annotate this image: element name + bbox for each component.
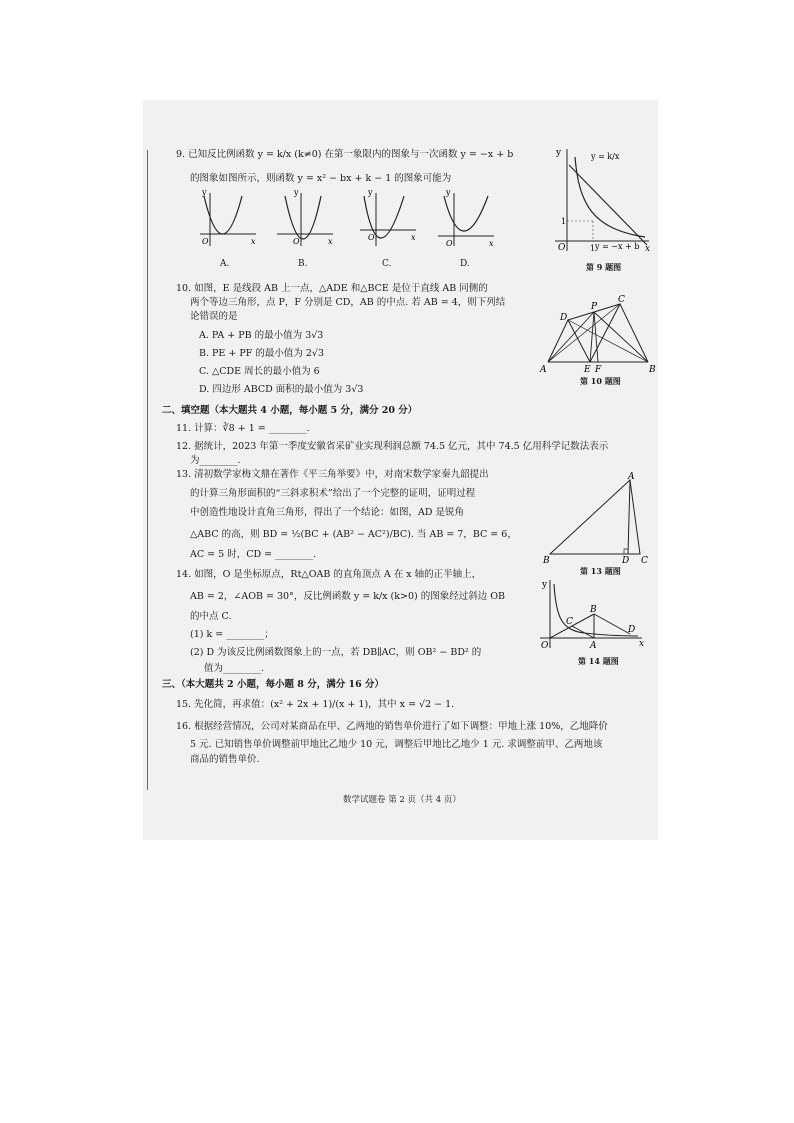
origin-label: O [368, 233, 375, 242]
section-3-heading: 三、（本大题共 2 小题，每小题 8 分，满分 16 分） [162, 679, 385, 690]
fig9-one-y: 1 [561, 217, 567, 226]
question-10-line-2: 两个等边三角形，点 P，F 分别是 CD，AB 的中点. 若 AB = 4，则下列结 [190, 297, 506, 308]
x-axis-label: x [411, 233, 416, 242]
y-axis-label: y [294, 188, 299, 197]
question-12-line-1: 12. 据统计，2023 年第一季度安徽省采矿业实现利润总额 74.5 亿元，其中 74.5 亿用科学记数法表示 [176, 441, 609, 452]
question-9-line-2: 的图象如图所示，则函数 y = x² − bx + k − 1 的图象可能为 [190, 173, 452, 184]
question-10-option-a: A. PA + PB 的最小值为 3√3 [199, 330, 324, 341]
question-14-line-2: AB = 2，∠AOB = 30°，反比例函数 y = k/x (k>0) 的图象经过斜边 OB [190, 591, 506, 602]
fig9-y-label: y [556, 148, 562, 158]
question-16-line-1: 16. 根据经营情况，公司对某商品在甲、乙两地的销售单价进行了如下调整：甲地上涨 10%，乙地降价 [176, 721, 608, 732]
page-footer: 数学试题卷 第 2 页（共 4 页） [343, 795, 461, 805]
point-a: A [590, 641, 597, 651]
x-axis-label: x [489, 239, 494, 248]
figure-13 [540, 472, 650, 564]
question-16-line-2: 5 元. 已知销售单价调整前甲地比乙地少 10 元，调整后甲地比乙地少 1 元. 求调整前甲、乙两地该 [190, 739, 603, 750]
question-13-line-3: 中创造性地设计直角三角形，得出了一个结论：如图，AD 是锐角 [190, 507, 464, 518]
question-9-line-1: 9. 已知反比例函数 y = k/x (k≠0) 在第一象限内的图象与一次函数 y = −x + b [176, 149, 514, 160]
x-axis-label: x [251, 237, 256, 246]
binding-margin-line [147, 150, 148, 790]
x-axis-label: x [328, 237, 333, 246]
question-12-line-2: 为________. [190, 455, 241, 466]
point-f: F [595, 365, 602, 375]
fig9-origin: O [558, 243, 566, 253]
figure-9-caption: 第 9 题图 [586, 262, 622, 272]
figure-13-caption: 第 13 题图 [580, 566, 621, 576]
point-e: E [584, 365, 591, 375]
question-16-line-3: 商品的销售单价. [190, 754, 260, 765]
option-b-graph [275, 190, 335, 248]
point-p: P [591, 302, 598, 312]
section-2-heading: 二、填空题（本大题共 4 小题，每小题 5 分，满分 20 分） [162, 405, 418, 416]
fig9-line-label: y = −x + b [595, 242, 640, 251]
question-14-line-1: 14. 如图，O 是坐标原点，Rt△OAB 的直角顶点 A 在 x 轴的正半轴上， [176, 569, 482, 580]
origin-label: O [446, 239, 453, 248]
question-11: 11. 计算：∛8 + 1 = ________. [176, 423, 310, 434]
y-axis-label: y [446, 188, 451, 197]
point-d: D [628, 625, 636, 635]
option-a-graph [198, 190, 258, 248]
option-a-label: A. [220, 259, 230, 269]
fig14-y-label: y [542, 580, 548, 590]
question-10-line-1: 10. 如图，E 是线段 AB 上一点，△ADE 和△BCE 是位于直线 AB 同侧的 [176, 283, 488, 294]
figure-14 [538, 578, 646, 650]
question-10-option-b: B. PE + PF 的最小值为 2√3 [199, 348, 325, 359]
option-d-graph [436, 190, 496, 248]
option-b-label: B. [298, 259, 308, 269]
point-b: B [649, 365, 656, 375]
fig14-x-label: x [639, 639, 645, 649]
question-10-option-c: C. △CDE 周长的最小值为 6 [199, 366, 320, 377]
fig14-origin: O [541, 641, 549, 651]
point-d: D [622, 556, 630, 566]
question-13-line-4: △ABC 的高，则 BD = ½(BC + (AB² − AC²)/BC). 当 AB = 7，BC = 6， [190, 529, 517, 540]
fig9-x-label: x [645, 244, 651, 254]
question-10-line-3: 论错误的是 [190, 311, 238, 322]
figure-14-caption: 第 14 题图 [578, 656, 619, 666]
point-d: D [560, 313, 568, 323]
question-13-line-5: AC = 5 时，CD = ________. [190, 549, 317, 560]
option-c-graph [358, 190, 418, 248]
question-13-line-1: 13. 清初数学家梅文鼎在著作《平三角举要》中，对南宋数学家秦九韶提出 [176, 469, 489, 480]
fig9-one-x: 1 [590, 244, 596, 253]
point-a: A [628, 472, 635, 482]
question-10-option-d: D. 四边形 ABCD 面积的最小值为 3√3 [199, 384, 364, 395]
origin-label: O [293, 237, 300, 246]
point-b: B [590, 605, 597, 615]
figure-10-caption: 第 10 题图 [580, 376, 621, 386]
y-axis-label: y [202, 188, 207, 197]
figure-10 [538, 292, 656, 374]
fig9-hyperbola-label: y = k/x [591, 152, 620, 161]
question-14-part-2: (2) D 为该反比例函数图象上的一点，若 DB∥AC，则 OB² − BD² 的 [190, 647, 482, 658]
question-13-line-2: 的计算三角形面积的“三斜求积术”给出了一个完整的证明，证明过程 [190, 488, 476, 499]
point-c: C [566, 617, 573, 627]
point-a: A [540, 365, 547, 375]
point-b: B [543, 556, 550, 566]
y-axis-label: y [368, 188, 373, 197]
option-d-label: D. [460, 259, 470, 269]
option-c-label: C. [382, 259, 392, 269]
figure-9 [553, 145, 653, 253]
question-14-line-3: 的中点 C. [190, 611, 232, 622]
origin-label: O [202, 237, 209, 246]
question-15: 15. 先化简，再求值：(x² + 2x + 1)/(x + 1)，其中 x = √2 − 1. [176, 699, 455, 710]
question-14-part-1: (1) k = ________； [190, 629, 274, 640]
point-c: C [618, 295, 625, 305]
point-c: C [641, 556, 648, 566]
question-14-part-2-cont: 值为________. [204, 663, 265, 674]
